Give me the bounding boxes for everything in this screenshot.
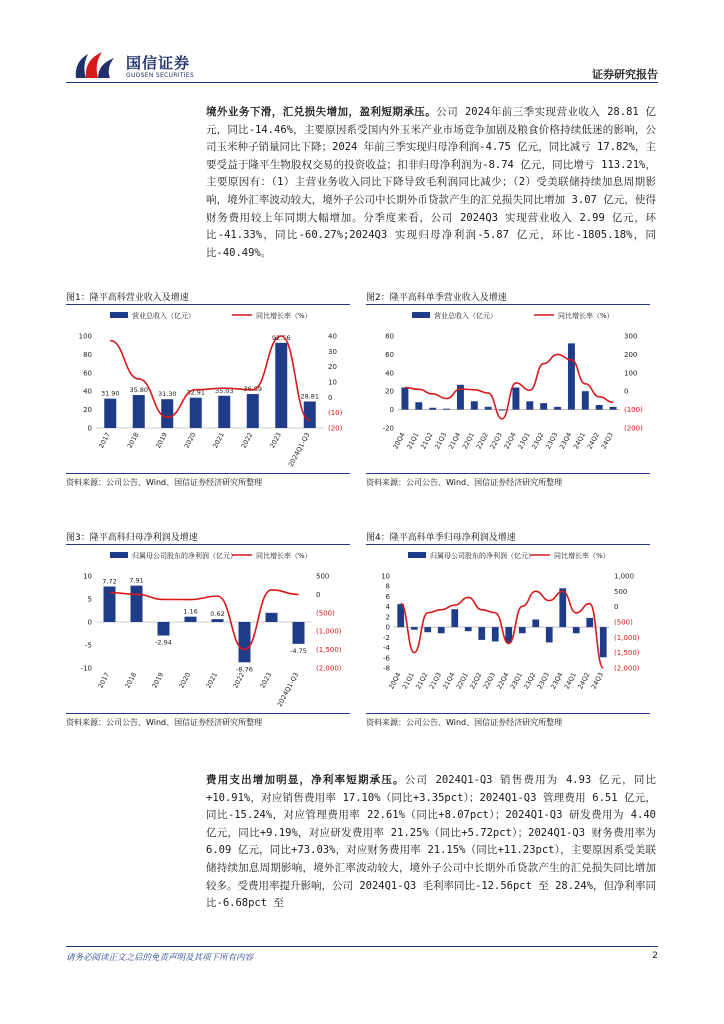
header-divider: [66, 82, 658, 83]
paragraph-body: 公司 2024年前三季实现营业收入 28.81 亿元，同比-14.46%，主要原因系受国内外玉米产业市场竞争加剧及粮食价格持续低迷的影响，公司玉米种子销量同比下降；2024 年前三季实现归母净利润-4.75 亿元，同比减亏 17.82%，主要受益于隆平生物股权交易的投资收益；扣非归母净利润为-8.74 亿元，同比增亏 113.21%，主要原因有：（1）主营业务收入同比下降导致毛利润同比减少；（2）受美联储持续加息周期影响，境外汇率波动较大，境外子公司中长期外币贷款产生的汇兑损失同比增加 3.07 亿元，使得财务费用较上年同期大幅增加。分季度来看，公司 2024Q3 实现营业收入 2.99 亿元，环比-41.33%，同比-60.27%;2024Q3 实现归母净利润-5.87 亿元，环比-1805.18%，同比-40.49%。: [206, 106, 657, 259]
y-left-tick-label: 100: [78, 332, 92, 341]
bar: [451, 609, 458, 627]
chart-quarterly-revenue: [366, 306, 650, 472]
legend-bar-swatch: [110, 312, 128, 318]
x-tick-label: 22Q2: [468, 671, 484, 691]
x-tick-label: 24Q3: [589, 671, 606, 691]
y-left-tick-label: 0: [385, 623, 390, 632]
bar: [478, 627, 485, 640]
x-tick-label: 21Q2: [414, 671, 430, 691]
figure-title: 图1：隆平高科营业收入及增速: [66, 290, 350, 305]
x-tick-label: 2020: [177, 671, 193, 690]
bar: [610, 407, 617, 410]
y-left-tick-label: 40: [83, 387, 92, 396]
y-right-tick-label: (500): [316, 609, 335, 618]
y-right-tick-label: (1,000): [316, 627, 342, 636]
bar: [512, 388, 519, 410]
y-left-tick-label: -2: [383, 633, 390, 642]
y-right-tick-label: 10: [328, 378, 337, 387]
y-left-tick-label: 60: [385, 350, 394, 359]
x-tick-label: 24Q2: [576, 671, 592, 691]
bar: [499, 410, 506, 411]
x-tick-label: 21Q1: [405, 431, 421, 451]
y-right-tick-label: (2,000): [316, 664, 342, 673]
bar: [465, 627, 472, 631]
bar-data-label: 7.72: [102, 577, 117, 586]
x-tick-label: 2019: [150, 671, 166, 690]
bar: [293, 622, 305, 644]
bar: [438, 627, 445, 633]
paragraph-overseas-business: [206, 104, 656, 262]
bar: [424, 627, 431, 632]
bar-data-label: 1.16: [183, 607, 198, 616]
y-right-tick-label: (1,000): [614, 633, 640, 642]
bar: [471, 401, 478, 409]
y-left-tick-label: 80: [83, 350, 92, 359]
y-left-tick-label: 60: [83, 369, 92, 378]
bar: [247, 394, 259, 428]
figure-title: 图4：隆平高科单季归母净利润及增速: [366, 530, 650, 545]
y-right-tick-label: 1,000: [614, 572, 635, 581]
bar-data-label: 7.91: [129, 576, 144, 585]
company-logo: [72, 48, 222, 84]
paragraph-expenses: [206, 772, 656, 913]
bar: [526, 401, 533, 409]
x-tick-label: 22Q3: [481, 671, 498, 691]
chart-revenue: [66, 306, 350, 472]
y-left-tick-label: -20: [382, 424, 394, 433]
bar: [266, 613, 278, 622]
bar: [546, 627, 553, 642]
x-tick-label: 23Q2: [522, 671, 538, 691]
paragraph-heading: 境外业务下滑，汇兑损失增加，盈利短期承压。: [206, 106, 437, 118]
bar-data-label: 35.80: [129, 386, 149, 395]
bar: [573, 627, 580, 633]
y-right-tick-label: 500: [316, 572, 330, 581]
y-right-tick-label: 30: [328, 347, 337, 356]
bar: [104, 399, 116, 428]
y-right-tick-label: (2,000): [614, 664, 640, 673]
bar: [131, 586, 143, 622]
y-left-tick-label: 5: [87, 595, 92, 604]
bar: [415, 402, 422, 409]
x-tick-label: 2022: [239, 431, 255, 450]
x-tick-label: 20Q4: [387, 671, 403, 691]
y-right-tick-label: 100: [624, 369, 638, 378]
y-left-tick-label: 0: [389, 406, 394, 415]
y-left-tick-label: 80: [385, 332, 394, 341]
bar: [600, 627, 607, 657]
x-tick-label: 21Q2: [419, 431, 435, 451]
y-left-tick-label: 4: [385, 603, 390, 612]
bar: [161, 399, 173, 428]
x-tick-label: 20Q4: [391, 431, 407, 451]
chart-quarterly-net-profit: [366, 546, 650, 712]
y-right-tick-label: 0: [614, 603, 619, 612]
figure-source: 资料来源：公司公告、Wind、国信证券经济研究所整理: [66, 473, 350, 487]
y-right-tick-label: (500): [614, 618, 633, 627]
figure-source: 资料来源：公司公告、Wind、国信证券经济研究所整理: [366, 473, 650, 487]
x-tick-label: 23Q3: [544, 431, 560, 451]
bar-data-label: 0.62: [210, 610, 225, 619]
bar: [304, 401, 316, 428]
legend-bar-label: 归属母公司股东的净利润（亿元）: [430, 552, 535, 560]
figure-source: 资料来源：公司公告、Wind、国信证券经济研究所整理: [66, 713, 350, 727]
bar: [158, 622, 170, 636]
bar: [568, 343, 575, 409]
x-tick-label: 21Q1: [400, 671, 417, 691]
y-left-tick-label: 10: [83, 572, 92, 581]
x-tick-label: 22Q1: [454, 671, 471, 691]
paragraph-body: 公司 2024Q1-Q3 销售费用为 4.93 亿元，同比+10.91%，对应销售费用率 17.10%（同比+3.35pct）；2024Q1-Q3 管理费用 6.51 亿元，同比-15.24%，对应管理费用率 22.61%（同比+8.07pct）；2024Q1-Q3 研发费用为 4.40 亿元，同比+9.19%，对应研发费用率 21.25%（同比+5.72pct）；2024Q1-Q3 财务费用率为 6.09 亿元，同比+73.03%，对应财务费用率 21.15%（同比+11.23pct），主要原因系受美联储持续加息周期影响，境外汇率波动较大，境外子公司中长期外币贷款产生的汇兑损失同比增加较多。受费用率提升影响，公司 2024Q1-Q3 毛利率同比-12.56pct 至 28.24%，但净利率同比-6.68pct 至: [206, 774, 657, 910]
y-left-tick-label: -6: [383, 654, 390, 663]
bar: [212, 619, 224, 622]
y-left-tick-label: -8: [383, 664, 390, 673]
bar: [218, 396, 230, 428]
x-tick-label: 22Q4: [502, 431, 518, 451]
bar: [185, 617, 197, 622]
bar-data-label: 35.03: [214, 386, 234, 395]
y-left-tick-label: 40: [385, 369, 394, 378]
y-right-tick-label: (100): [624, 406, 643, 415]
figure-1-revenue: [66, 290, 350, 487]
x-tick-label: 23Q4: [557, 431, 574, 451]
x-tick-label: 22Q4: [495, 671, 511, 691]
y-left-tick-label: 10: [381, 572, 390, 581]
page-footer: [66, 946, 658, 966]
bar-data-label: 92.56: [271, 333, 291, 342]
y-right-tick-label: 40: [328, 332, 337, 341]
figure-3-net-profit: [66, 530, 350, 727]
x-tick-label: 24Q1: [571, 431, 588, 451]
bar: [485, 407, 492, 410]
x-tick-label: 2017: [96, 671, 112, 690]
bar: [559, 588, 566, 627]
y-left-tick-label: 20: [83, 406, 92, 415]
bar: [239, 622, 251, 662]
legend-bar-label: 营业总收入（亿元）: [132, 312, 195, 320]
bar-data-label: -2.94: [155, 638, 172, 647]
bar: [532, 619, 539, 627]
figure-2-quarterly-revenue: [366, 290, 650, 487]
x-tick-label: 2024Q1-Q3: [286, 431, 312, 469]
y-left-tick-label: 0: [87, 618, 92, 627]
y-right-tick-label: (1,500): [614, 649, 640, 658]
x-tick-label: 24Q3: [599, 431, 615, 451]
legend-line-label: 同比增长率（%）: [558, 312, 614, 320]
paragraph-heading: 费用支出增加明显，净利率短期承压。: [206, 774, 405, 786]
x-tick-label: 2021: [204, 671, 220, 690]
y-left-tick-label: 20: [385, 387, 394, 396]
x-tick-label: 23Q2: [530, 431, 546, 451]
bar-data-label: -8.76: [236, 665, 253, 674]
y-left-tick-label: 6: [385, 592, 390, 601]
figure-4-quarterly-net-profit: [366, 530, 650, 727]
legend-bar-label: 归属母公司股东的净利润（亿元）: [132, 552, 237, 560]
y-left-tick-label: -4: [383, 644, 390, 653]
x-tick-label: 2024Q1-Q3: [275, 671, 301, 709]
x-tick-label: 2017: [97, 431, 113, 450]
figure-title: 图3：隆平高科归母净利润及增速: [66, 530, 350, 545]
bar-data-label: 31.90: [100, 389, 120, 398]
bar: [190, 398, 202, 428]
x-tick-label: 2021: [211, 431, 227, 450]
y-left-tick-label: 2: [385, 613, 390, 622]
y-right-tick-label: 500: [614, 587, 628, 596]
x-tick-label: 2022: [231, 671, 247, 690]
page-header: [0, 0, 724, 90]
bar: [443, 409, 450, 410]
y-left-tick-label: 0: [87, 424, 92, 433]
y-right-tick-label: (20): [328, 424, 343, 433]
bar: [429, 408, 436, 410]
x-tick-label: 2020: [182, 431, 198, 450]
legend-bar-swatch: [110, 552, 128, 558]
x-tick-label: 22Q3: [488, 431, 504, 451]
y-right-tick-label: (10): [328, 409, 343, 418]
bar: [582, 391, 589, 409]
legend-line-label: 同比增长率（%）: [554, 552, 610, 560]
x-tick-label: 2018: [123, 671, 139, 690]
bar: [133, 395, 145, 428]
page-number: 2: [652, 951, 658, 961]
y-right-tick-label: 0: [624, 387, 629, 396]
figure-title: 图2：隆平高科单季营业收入及增速: [366, 290, 650, 305]
x-tick-label: 2023: [258, 671, 274, 690]
legend-line-label: 同比增长率（%）: [256, 552, 312, 560]
x-tick-label: 21Q3: [433, 431, 449, 451]
legend-bar-swatch: [412, 312, 430, 318]
y-left-tick-label: 8: [385, 582, 390, 591]
x-tick-label: 2018: [125, 431, 141, 450]
x-tick-label: 23Q1: [508, 671, 525, 691]
x-tick-label: 22Q2: [474, 431, 490, 451]
bar: [492, 627, 499, 641]
x-tick-label: 24Q1: [562, 671, 579, 691]
x-tick-label: 2019: [154, 431, 170, 450]
legend-bar-label: 营业总收入（亿元）: [434, 312, 497, 320]
x-tick-label: 24Q2: [585, 431, 601, 451]
x-tick-label: 23Q4: [549, 671, 565, 691]
legend-bar-swatch: [408, 552, 426, 558]
y-left-tick-label: -5: [85, 641, 92, 650]
bar: [401, 388, 408, 410]
bar: [540, 403, 547, 409]
y-right-tick-label: 200: [624, 350, 638, 359]
figure-source: 资料来源：公司公告、Wind、国信证券经济研究所整理: [366, 713, 650, 727]
bar: [275, 343, 287, 428]
y-left-tick-label: -10: [80, 664, 92, 673]
x-tick-label: 23Q3: [535, 671, 552, 691]
bar-data-label: 36.89: [243, 385, 263, 394]
chart-net-profit: [66, 546, 350, 712]
brand-name-cn: 国信证券: [126, 54, 191, 72]
y-right-tick-label: 0: [316, 590, 321, 599]
y-right-tick-label: (200): [624, 424, 643, 433]
x-tick-label: 2023: [268, 431, 284, 450]
y-right-tick-label: 300: [624, 332, 638, 341]
bar: [554, 407, 561, 410]
bar-data-label: 28.81: [300, 392, 320, 401]
brand-name-en: GUOSEN SECURITIES: [126, 72, 195, 79]
y-right-tick-label: (1,500): [316, 646, 342, 655]
y-right-tick-label: 20: [328, 363, 337, 372]
x-tick-label: 21Q4: [446, 431, 463, 451]
disclaimer-note: 请务必阅读正文之后的免责声明及其项下所有内容: [66, 953, 254, 963]
x-tick-label: 22Q1: [460, 431, 477, 451]
report-type-label: 证券研究报告: [592, 68, 658, 81]
legend-line-label: 同比增长率（%）: [256, 312, 312, 320]
y-right-tick-label: 0: [328, 393, 333, 402]
bar: [596, 405, 603, 410]
x-tick-label: 21Q3: [427, 671, 444, 691]
x-tick-label: 23Q1: [516, 431, 532, 451]
bar-data-label: 31.30: [157, 390, 177, 399]
bar-data-label: -4.75: [290, 646, 307, 655]
bar: [519, 627, 526, 633]
guosen-logo-icon: [72, 48, 116, 84]
bar-data-label: 32.91: [186, 388, 206, 397]
bar: [411, 627, 418, 630]
x-tick-label: 21Q4: [441, 671, 457, 691]
bar: [586, 618, 593, 627]
